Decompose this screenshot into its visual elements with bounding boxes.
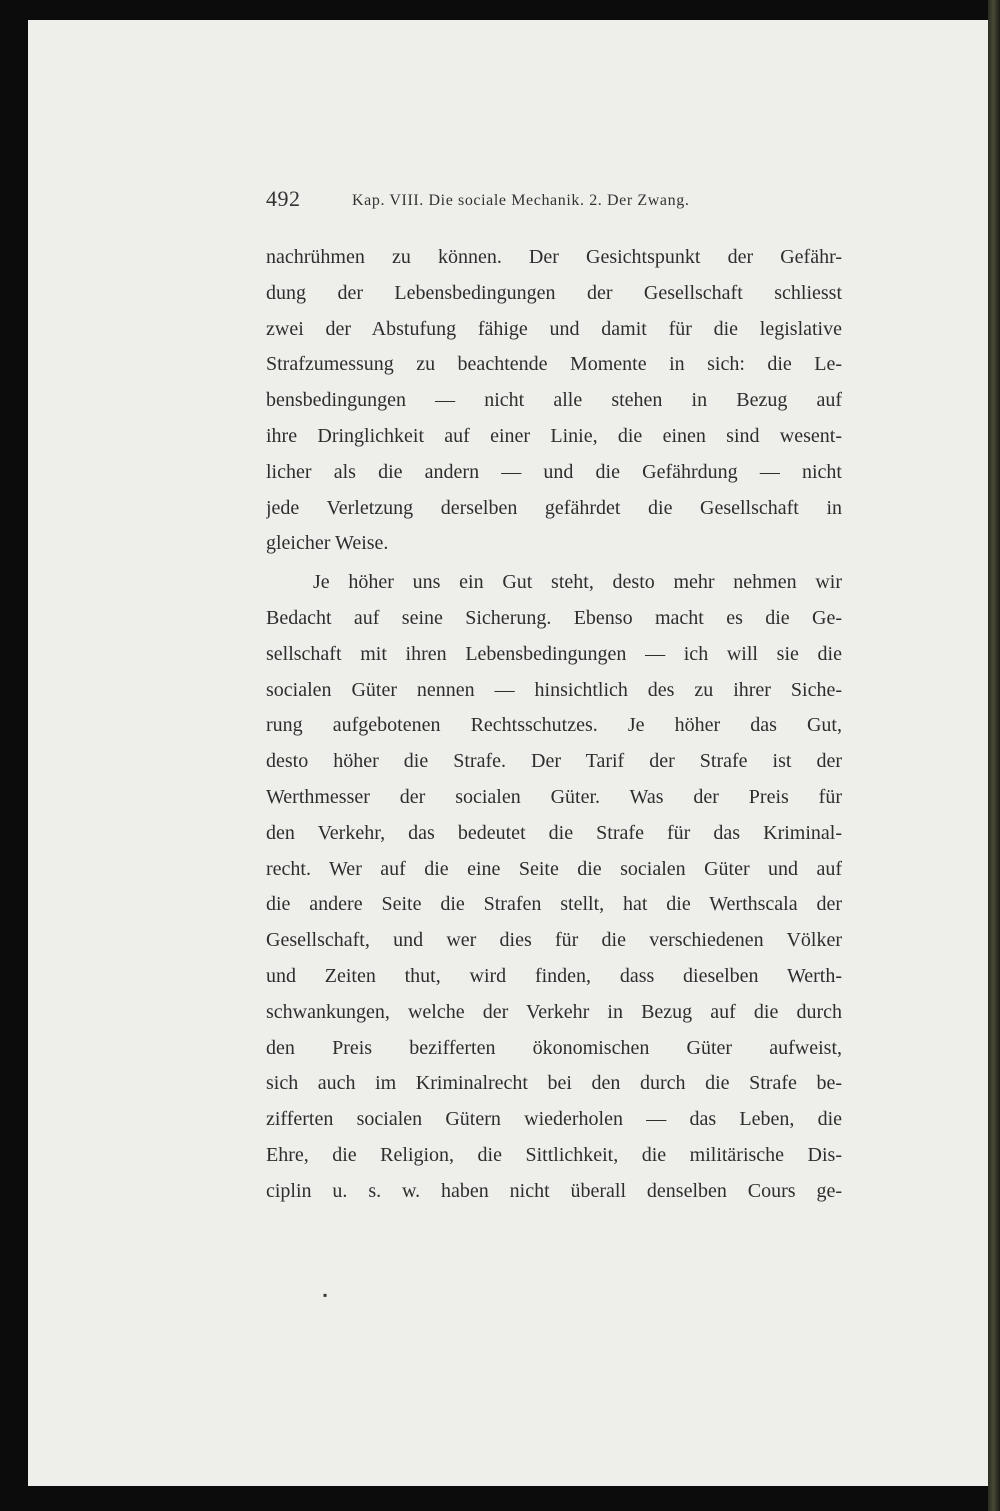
page-edge	[988, 0, 1000, 1511]
text-line: die andere Seite die Strafen stellt, hat die Werthscala der	[266, 893, 842, 916]
page-header	[266, 184, 842, 224]
text-line: sich auch im Kriminalrecht bei den durch die Strafe be-	[266, 1072, 842, 1095]
text-line: Bedacht auf seine Sicherung. Ebenso macht es die Ge-	[266, 606, 842, 629]
text-line: desto höher die Strafe. Der Tarif der Strafe ist der	[266, 750, 842, 773]
text-line: jede Verletzung derselben gefährdet die Gesellschaft in	[266, 496, 842, 519]
text-line: socialen Güter nennen — hinsichtlich des zu ihrer Siche-	[266, 678, 842, 701]
text-line: ihre Dringlichkeit auf einer Linie, die einen sind wesent-	[266, 424, 842, 447]
text-line: recht. Wer auf die eine Seite die socialen Güter und auf	[266, 857, 842, 880]
text-line: gleicher Weise.	[266, 532, 389, 555]
text-line: schwankungen, welche der Verkehr in Bezug auf die durch	[266, 1000, 842, 1023]
running-head: Kap. VIII. Die sociale Mechanik. 2. Der Zwang.	[352, 192, 690, 209]
text-line: nachrühmen zu können. Der Gesichtspunkt der Gefähr-	[266, 246, 842, 268]
text-line: Strafzumessung zu beachtende Momente in sich: die Le-	[266, 353, 842, 376]
text-line: Je höher uns ein Gut steht, desto mehr nehmen wir	[313, 571, 842, 594]
text-line: zwei der Abstufung fähige und damit für die legislative	[266, 317, 842, 340]
text-line: Ehre, die Religion, die Sittlichkeit, die militärische Dis-	[266, 1143, 842, 1166]
text-line: Gesellschaft, und wer dies für die verschiedenen Völker	[266, 929, 842, 952]
text-line: rung aufgebotenen Rechtsschutzes. Je höher das Gut,	[266, 714, 842, 737]
text-line: zifferten socialen Gütern wiederholen — das Leben, die	[266, 1108, 842, 1131]
text-line: dung der Lebensbedingungen der Gesellschaft schliesst	[266, 281, 842, 304]
ink-speck: ▪	[323, 1288, 328, 1302]
text-line: den Preis bezifferten ökonomischen Güter aufweist,	[266, 1036, 842, 1059]
text-line: ciplin u. s. w. haben nicht überall denselben Cours ge-	[266, 1179, 842, 1202]
text-line: Werthmesser der socialen Güter. Was der Preis für	[266, 785, 842, 808]
page-number: 492	[266, 186, 301, 211]
body-text	[266, 240, 842, 1210]
text-line: sellschaft mit ihren Lebensbedingungen — ich will sie die	[266, 642, 842, 665]
text-line: bensbedingungen — nicht alle stehen in Bezug auf	[266, 389, 842, 412]
text-line: und Zeiten thut, wird finden, dass dieselben Werth-	[266, 964, 842, 987]
text-line: licher als die andern — und die Gefährdung — nicht	[266, 460, 842, 483]
text-line: den Verkehr, das bedeutet die Strafe für das Kriminal-	[266, 821, 842, 844]
